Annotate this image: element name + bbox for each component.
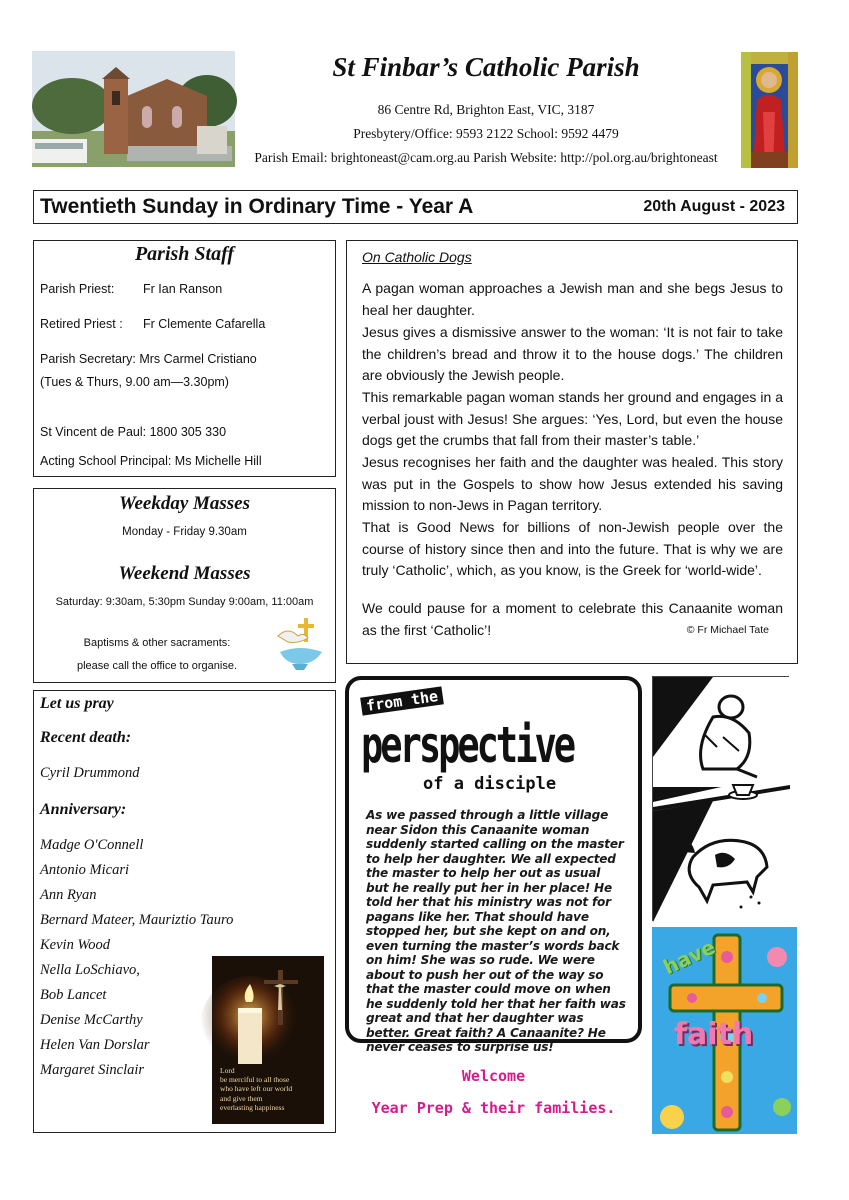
faith-word-2: faith: [674, 1017, 754, 1052]
recent-death-heading: Recent death:: [40, 729, 132, 746]
retired-priest-label: Retired Priest :: [40, 317, 123, 331]
candle-crucifix-image: [212, 956, 324, 1124]
candle-text-line: who have left our world: [220, 1084, 293, 1094]
perspective-line-2: perspective: [361, 716, 574, 775]
secretary-hours: (Tues & Thurs, 9.00 am—3.30pm): [40, 375, 229, 389]
article-paragraph: We could pause for a moment to celebrate this Canaanite woman as the first ‘Catholic’!: [362, 600, 783, 638]
anniversary-name: Helen Van Dorslar: [40, 1037, 150, 1053]
anniversary-name: Denise McCarthy: [40, 1012, 143, 1028]
let-us-pray-heading: Let us pray: [40, 695, 114, 712]
article-paragraph: This remarkable pagan woman stands her ground and engages in a verbal joust with Jesus! She argues: ‘Yes, Lord, but even the house dogs get the crumbs that fall from their master’s table.’: [362, 389, 783, 448]
bulletin-date: 20th August - 2023: [643, 198, 785, 215]
welcome-year-prep: Year Prep & their families.: [371, 1099, 616, 1117]
faith-word-1: have: [659, 934, 719, 980]
school-principal: Acting School Principal: Ms Michelle Hill: [40, 454, 262, 468]
welcome-heading: Welcome: [461, 1067, 526, 1085]
have-faith-cross-image: [652, 927, 797, 1134]
weekday-masses-times: Monday - Friday 9.30am: [122, 526, 247, 538]
article-box: [346, 240, 798, 664]
anniversary-name: Kevin Wood: [40, 937, 110, 953]
weekend-masses-heading: Weekend Masses: [118, 563, 251, 584]
recent-death-name: Cyril Drummond: [40, 765, 140, 781]
sacraments-line-1: Baptisms & other sacraments:: [83, 637, 231, 649]
anniversary-name: Bob Lancet: [40, 987, 107, 1003]
sunday-title-bar: [33, 190, 798, 224]
perspective-of-a-disciple-box: [345, 676, 642, 1054]
weekday-masses-heading: Weekday Masses: [118, 493, 251, 514]
perspective-line-3: of a disciple: [423, 774, 557, 794]
parish-staff-heading: Parish Staff: [134, 243, 235, 265]
stained-glass-saint-image: [741, 52, 798, 168]
anniversary-name: Bernard Mateer, Mauriztio Tauro: [40, 912, 234, 928]
article-paragraph: That is Good News for billions of non-Jewish people over the course of history since then and into the future. That is why we are truly ‘Catholic’, which, as you know, is the Greek for ‘world-wide’.: [362, 519, 783, 578]
article-paragraph: A pagan woman approaches a Jewish man and she begs Jesus to heal her daughter.: [362, 280, 783, 318]
perspective-line-1: from the: [360, 686, 444, 715]
parish-phones: Presbytery/Office: 9593 2122 School: 9592 4479: [353, 126, 619, 141]
masses-box: [33, 488, 336, 683]
parish-email-website: Parish Email: brightoneast@cam.org.au Parish Website: http://pol.org.au/brightoneast: [254, 150, 718, 165]
parish-priest-label: Parish Priest:: [40, 282, 115, 296]
candle-text-line: and give them: [220, 1093, 263, 1103]
article-paragraph: Jesus recognises her faith and the daughter was healed. This story was put in the Gospels to show how Jesus extended his saving mission to non-Jews in Pagan territory.: [362, 454, 783, 513]
sacraments-line-2: please call the office to organise.: [76, 660, 237, 672]
dove-font-icon: [274, 614, 326, 672]
candle-text-line: everlasting happiness: [220, 1102, 285, 1112]
dogs-under-table-illustration: [652, 676, 789, 921]
anniversary-name: Madge O'Connell: [40, 837, 144, 853]
anniversary-name: Margaret Sinclair: [40, 1062, 145, 1078]
parish-staff-box: [33, 240, 336, 477]
candle-text-line: be merciful to all those: [220, 1075, 290, 1085]
weekend-masses-times: Saturday: 9:30am, 5:30pm Sunday 9:00am, 11:00am: [55, 596, 314, 608]
article-credit: © Fr Michael Tate: [686, 624, 769, 636]
parish-address: 86 Centre Rd, Brighton East, VIC, 3187: [377, 102, 595, 117]
let-us-pray-box: [33, 690, 336, 1133]
article-paragraph: Jesus gives a dismissive answer to the woman: ‘It is not fair to take the children’s bread and throw it to the house dogs.’ The children are obviously the Jewish people.: [362, 324, 783, 383]
parish-priest-row: [40, 282, 223, 296]
retired-priest-row: [40, 317, 266, 331]
sunday-title: Twentieth Sunday in Ordinary Time - Year A: [40, 195, 474, 218]
parish-secretary: Parish Secretary: Mrs Carmel Cristiano: [40, 352, 257, 366]
retired-priest-name: Fr Clemente Cafarella: [143, 317, 266, 331]
parish-priest-name: Fr Ian Ranson: [143, 282, 223, 296]
article-title: On Catholic Dogs: [362, 249, 472, 265]
anniversary-name: Ann Ryan: [40, 887, 97, 903]
candle-text-line: Lord: [220, 1066, 235, 1075]
church-photo: [32, 51, 235, 167]
parish-title: St Finbar’s Catholic Parish: [332, 52, 640, 82]
st-vincent-de-paul: St Vincent de Paul: 1800 305 330: [40, 425, 227, 439]
perspective-text: As we passed through a little village near Sidon this Canaanite woman suddenly started calling on the master to help her daughter. We all expected the master to help her out as usual but he really put her in her place! He told her that his ministry was not for pagans like her. That should have stopped her, but she kept on and on, even turning the master’s words back on him! She was so rude. We were about to push her out of the way so that the master could move on when he suddenly told her that her faith was great and that her daughter was better. Great faith? A Canaanite? He never ceases to surprise us!: [366, 808, 626, 1054]
anniversary-name: Antonio Micari: [40, 862, 130, 878]
anniversary-heading: Anniversary:: [40, 801, 127, 818]
perspective-heading: [359, 688, 579, 798]
anniversary-name: Nella LoSchiavo,: [40, 962, 140, 978]
